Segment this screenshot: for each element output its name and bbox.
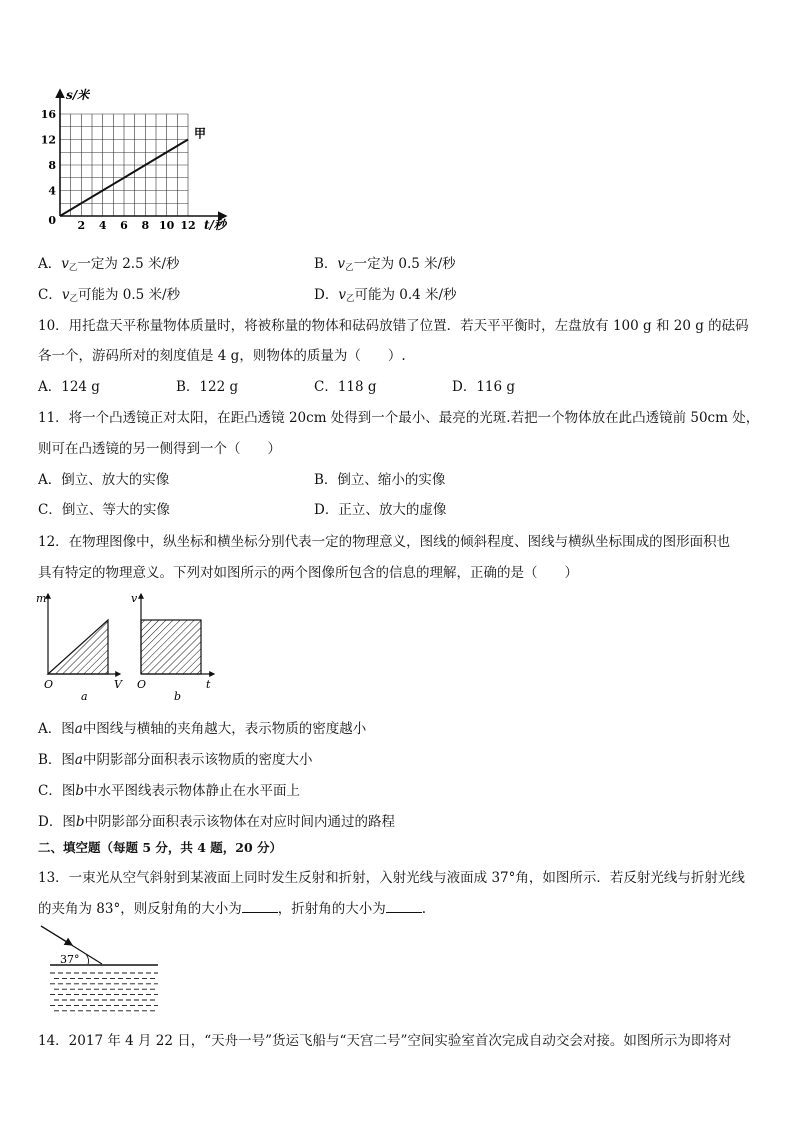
s-t-grid (60, 114, 188, 216)
figure-b-origin: O (137, 678, 147, 691)
s-t-graph (28, 84, 238, 232)
q11-option-a[interactable]: A．倒立、放大的实像 (38, 472, 170, 488)
figure-a-x-label: V (114, 678, 122, 691)
figure-b-y-label: v (131, 592, 138, 605)
q12-option-c[interactable]: C．图b中水平图线表示物体静止在水平面上 (38, 783, 300, 799)
q10-option-d[interactable]: D．116 g (452, 379, 516, 395)
q9-option-d[interactable]: D．$v_乙$可能为 0.4 米/秒 (314, 287, 457, 304)
x-tick-label: 10 (159, 219, 175, 232)
q9-option-b[interactable]: B．$v_乙$一定为 0.5 米/秒 (314, 256, 456, 273)
q11-option-c[interactable]: C．倒立、等大的实像 (38, 502, 170, 518)
q10-stem-line1: 10．用托盘天平称量物体质量时，将被称量的物体和砝码放错了位置．若天平平衡时，左盘放有 100 g 和 20 g 的砝码 (38, 318, 749, 334)
y-tick-label: 4 (48, 184, 56, 198)
q11-stem-line2: 则可在凸透镜的另一侧得到一个（ ） (38, 441, 281, 457)
q12-figures (28, 588, 228, 706)
q12-stem-line1: 12．在物理图像中，纵坐标和横坐标分别代表一定的物理意义，图线的倾斜程度、图线与横纵坐标围成的图形面积也 (38, 534, 731, 550)
y-tick-label: 12 (40, 133, 56, 147)
y-tick-label: 16 (40, 108, 56, 121)
liquid-body (50, 973, 158, 1011)
q10-stem-line2: 各一个，游码所对的刻度值是 4 g，则物体的质量为（ ）. (38, 348, 406, 364)
figure-a-origin: O (44, 678, 54, 691)
figure-b-x-label: t (206, 678, 211, 691)
x-tick-label: 8 (141, 219, 150, 232)
q11-option-d[interactable]: D．正立、放大的虚像 (314, 502, 447, 518)
figure-b-v-t (131, 592, 214, 703)
y-tick-label: 8 (48, 159, 56, 172)
q10-option-c[interactable]: C．118 g (314, 379, 377, 395)
x-tick-label: 4 (98, 219, 107, 232)
q13-blank-refraction-angle[interactable] (386, 900, 422, 913)
q13-stem-line2: 的夹角为 83°，则反射角的大小为 ，折射角的大小为 . (38, 901, 427, 917)
q14-stem-line1: 14．2017 年 4 月 22 日，“天舟一号”货运飞船与“天宫二号”空间实验室首次完成自动交会对接。如图所示为即将对 (38, 1033, 732, 1049)
q13-light-figure (38, 924, 164, 1016)
q12-option-a[interactable]: A．图a中图线与横轴的夹角越大，表示物质的密度越小 (38, 721, 367, 737)
q11-option-b[interactable]: B．倒立、缩小的实像 (314, 472, 446, 488)
figure-b-shaded-rect (141, 620, 201, 674)
q13-blank-reflection-angle[interactable] (242, 900, 278, 913)
figure-a-shaded-triangle (48, 620, 108, 674)
x-tick-label: 6 (120, 219, 128, 232)
figure-a-m-v (36, 592, 123, 703)
q9-option-c[interactable]: C．$v_乙$可能为 0.5 米/秒 (38, 287, 181, 304)
section-title-fill-blank: 二、填空题（每题 5 分，共 4 题，20 分） (38, 840, 283, 855)
s-t-y-axis-label: s/米 (66, 88, 90, 102)
q13-angle-label: 37° (60, 953, 80, 966)
s-t-x-axis-label: t/秒 (204, 218, 226, 232)
y-tick-label: 0 (48, 214, 56, 227)
q12-stem-line2: 具有特定的物理意义。下列对如图所示的两个图像所包含的信息的理解，正确的是（ ） (38, 565, 578, 581)
q13-stem-line1: 13．一束光从空气斜射到某液面上同时发生反射和折射，入射光线与液面成 37°角，如图所示．若反射光线与折射光线 (38, 870, 745, 886)
figure-b-caption: b (174, 690, 182, 703)
x-tick-label: 12 (180, 219, 196, 232)
q12-option-d[interactable]: D．图b中阴影部分面积表示该物体在对应时间内通过的路程 (38, 814, 395, 830)
figure-a-caption: a (81, 690, 88, 703)
q10-option-b[interactable]: B．122 g (176, 379, 239, 395)
figure-a-y-label: m (36, 592, 47, 605)
series-label-jia: 甲 (194, 126, 207, 141)
q9-option-a[interactable]: A．$v_乙$一定为 2.5 米/秒 (38, 256, 180, 273)
q12-option-b[interactable]: B．图a中阴影部分面积表示该物质的密度大小 (38, 752, 313, 768)
q10-option-a[interactable]: A．124 g (38, 379, 100, 395)
q11-stem-line1: 11．将一个凸透镜正对太阳，在距凸透镜 20cm 处得到一个最小、最亮的光斑.若把一个物体放在此凸透镜前 50cm 处， (38, 410, 760, 426)
x-tick-label: 2 (77, 219, 86, 232)
